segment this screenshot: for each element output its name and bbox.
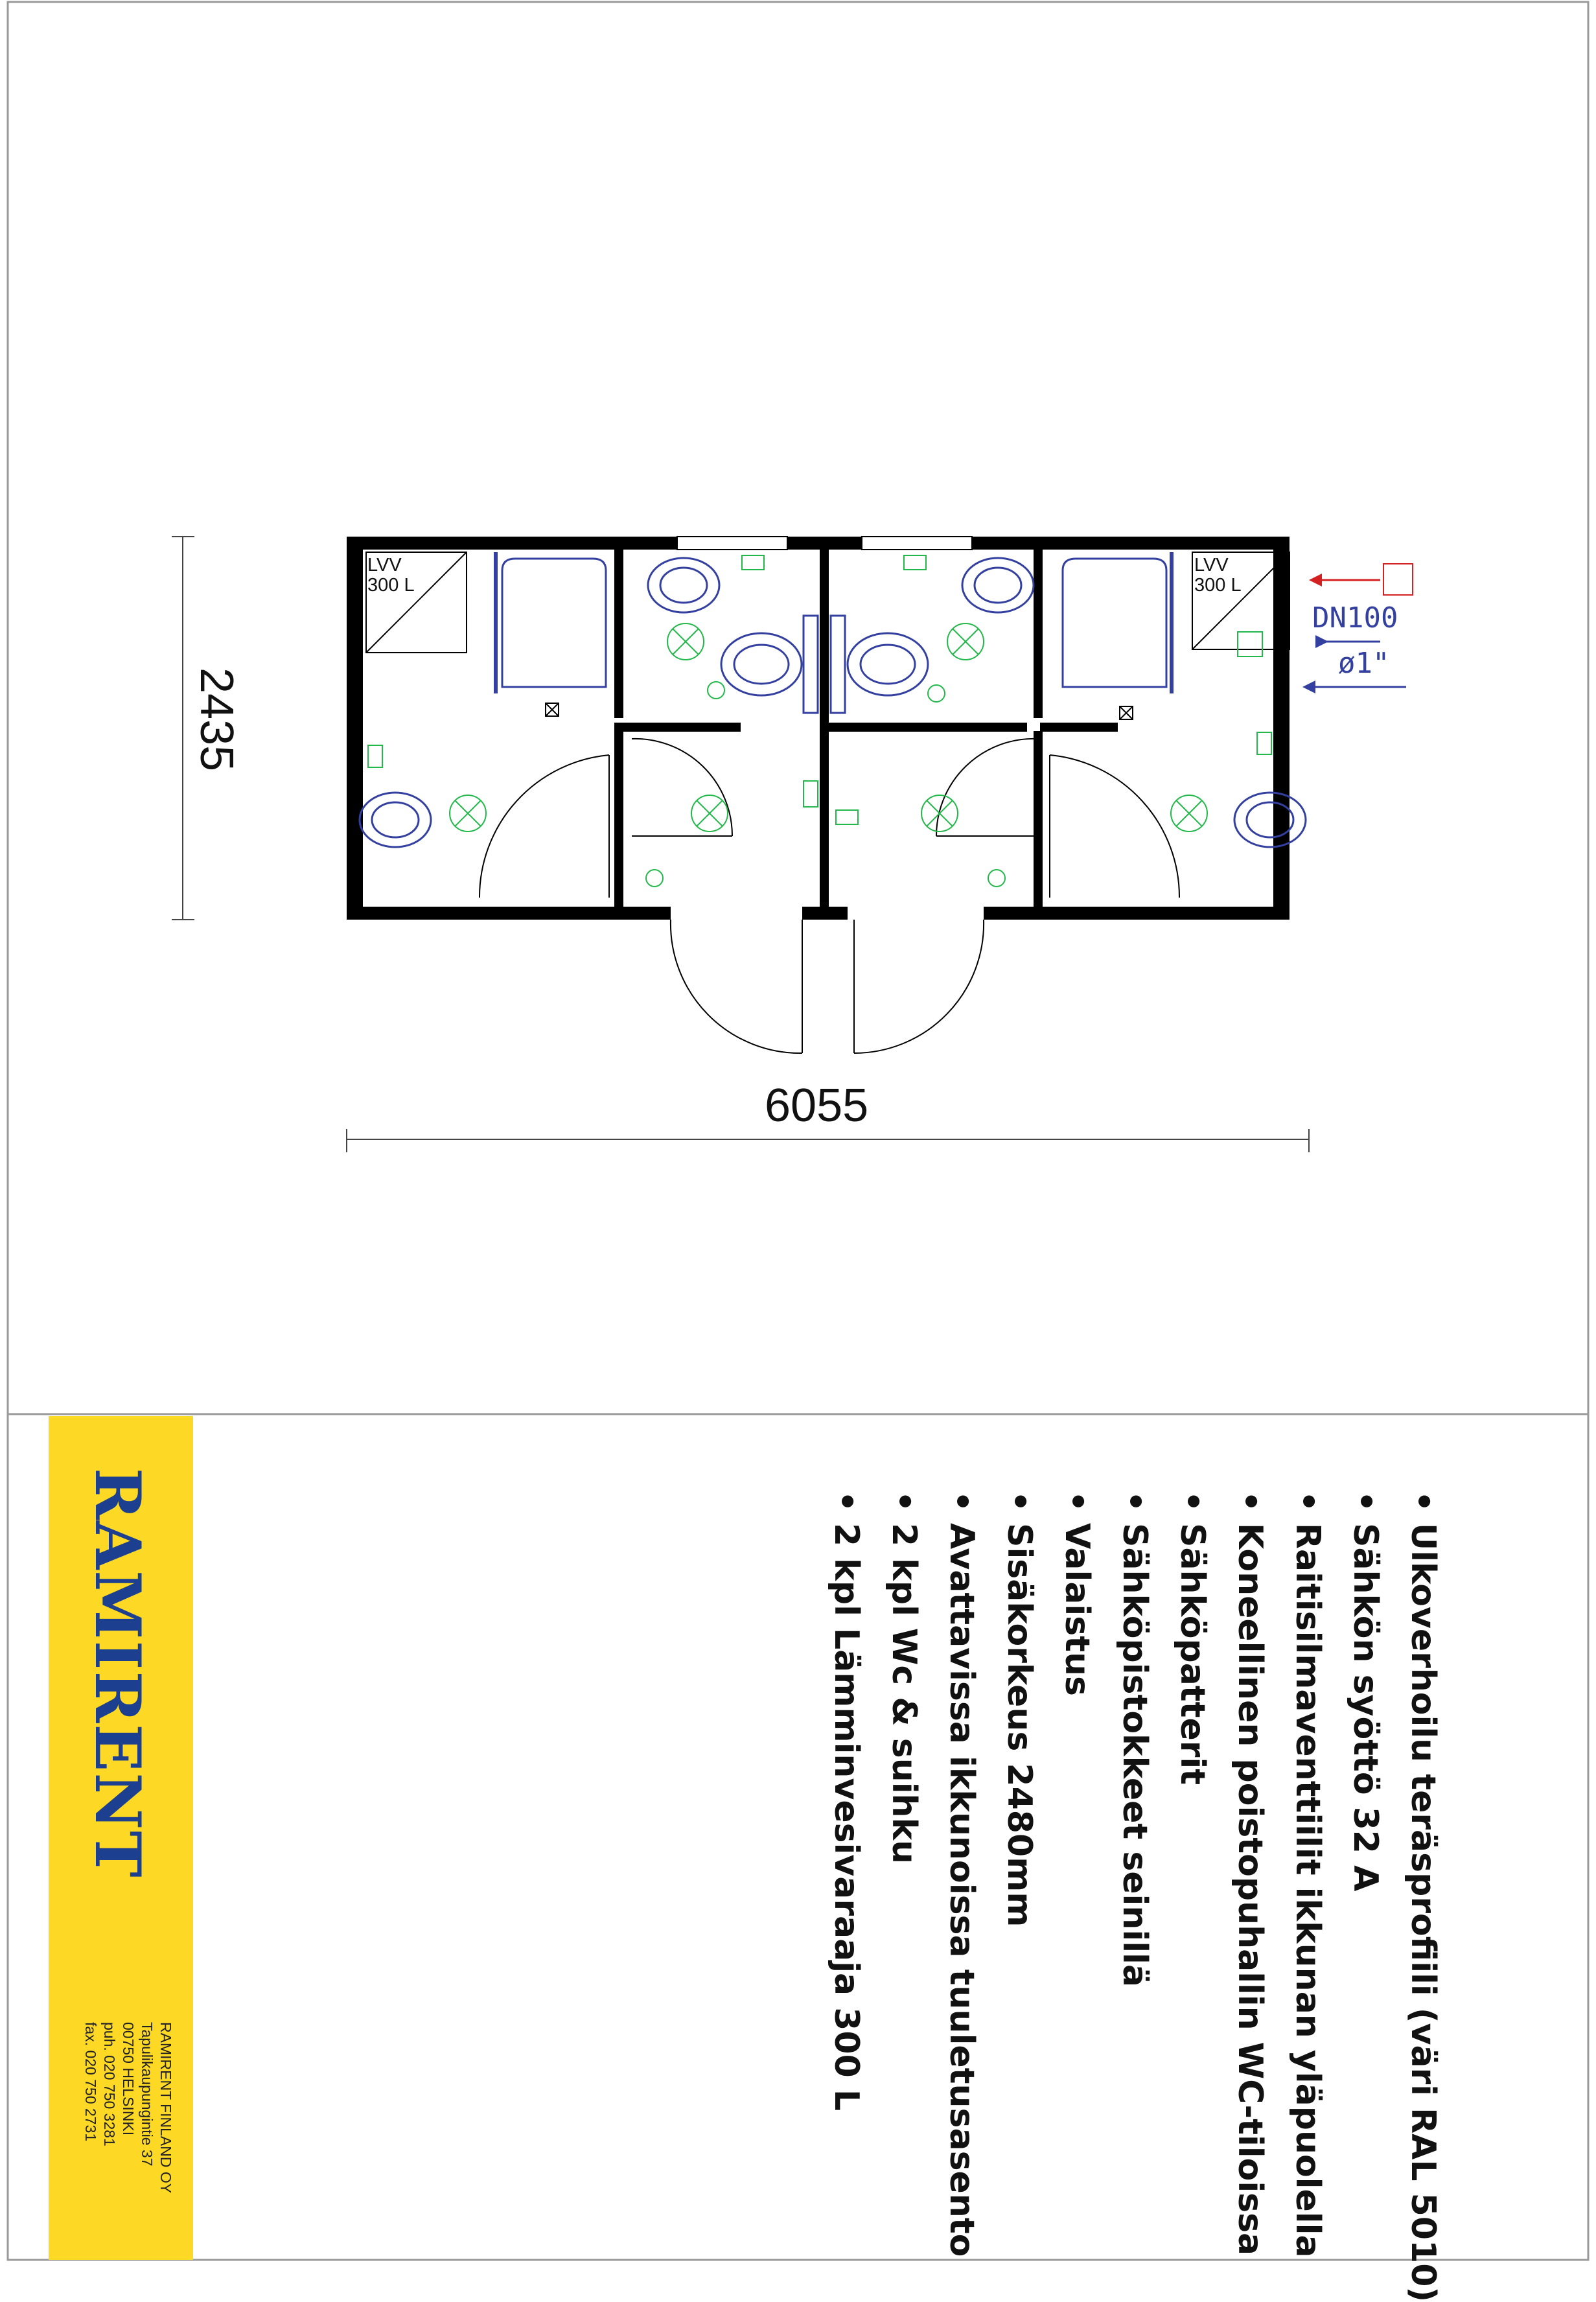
water-heater-right: [1063, 552, 1172, 693]
tank-label-left-line1: LVV: [367, 555, 402, 576]
wall-h-left: [614, 723, 741, 732]
wall-right: [1273, 537, 1290, 920]
tank-label-left-line2: 300 L: [367, 575, 415, 596]
wall-left: [347, 537, 363, 920]
doors: [480, 739, 1179, 1053]
wall-h-right: [1040, 723, 1118, 732]
dimension-lines: [172, 537, 1309, 1152]
address-line: puh. 020 750 3281: [101, 2022, 118, 2146]
wall-v-1: [614, 537, 623, 718]
dimension-width: 2435: [191, 668, 242, 772]
drain-label: DN100: [1312, 601, 1398, 634]
brand-logo: RAMIRENT: [81, 1468, 154, 1879]
spec-list: [817, 1491, 1451, 2302]
dimension-length: 6055: [765, 1080, 869, 1132]
wall-bottom-right: [984, 907, 1288, 920]
tank-label-right: [1194, 555, 1242, 596]
spec-item: • Raitisilmaventtiilit ikkunan yläpuolella: [1278, 1491, 1336, 2268]
address-line: 00750 HELSINKI: [120, 2022, 137, 2136]
spec-item: • 2 kpl Lämminvesivaraaja 300 L: [817, 1491, 875, 2268]
spec-item: • Sähköpatterit: [1163, 1491, 1221, 2268]
spec-item: • Ulkoverhoilu teräsprofiili (väri RAL 5010): [1394, 1491, 1451, 2268]
wall-v-3: [1034, 537, 1043, 718]
wall-h-mid: [820, 723, 1027, 732]
toilet-left: [721, 616, 818, 713]
company-address: [81, 2022, 175, 2193]
pipe-label: ø1": [1338, 647, 1390, 680]
floor-plan: [347, 537, 1290, 920]
wall-v-1b: [614, 731, 623, 920]
wall-v-3b: [1034, 731, 1043, 920]
tank-label-left: [367, 555, 415, 596]
sockets: [546, 703, 1133, 719]
toilet-right: [831, 616, 928, 713]
spec-item: • 2 kpl Wc & suihku: [875, 1491, 932, 2268]
wall-top: [347, 537, 1288, 550]
tank-label-right-line2: 300 L: [1194, 575, 1242, 596]
address-line: fax. 020 750 2731: [82, 2022, 99, 2142]
address-line: Tapulikaupungintie 37: [139, 2022, 156, 2167]
spec-item: • Sähkön syöttö 32 A: [1336, 1491, 1394, 2268]
tank-label-right-line1: LVV: [1194, 555, 1229, 576]
water-heater-left: [496, 552, 606, 693]
spec-item: • Sähköpistokkeet seinillä: [1105, 1491, 1163, 2268]
spec-item: • Avattavissa ikkunoissa tuuletusasento: [932, 1491, 990, 2268]
spec-item: • Sisäkorkeus 2480mm: [990, 1491, 1048, 2268]
spec-item: • Koneellinen poistopuhallin WC-tiloissa: [1221, 1491, 1278, 2268]
spec-item: • Valaistus: [1048, 1491, 1105, 2268]
address-line: RAMIRENT FINLAND OY: [157, 2022, 174, 2194]
